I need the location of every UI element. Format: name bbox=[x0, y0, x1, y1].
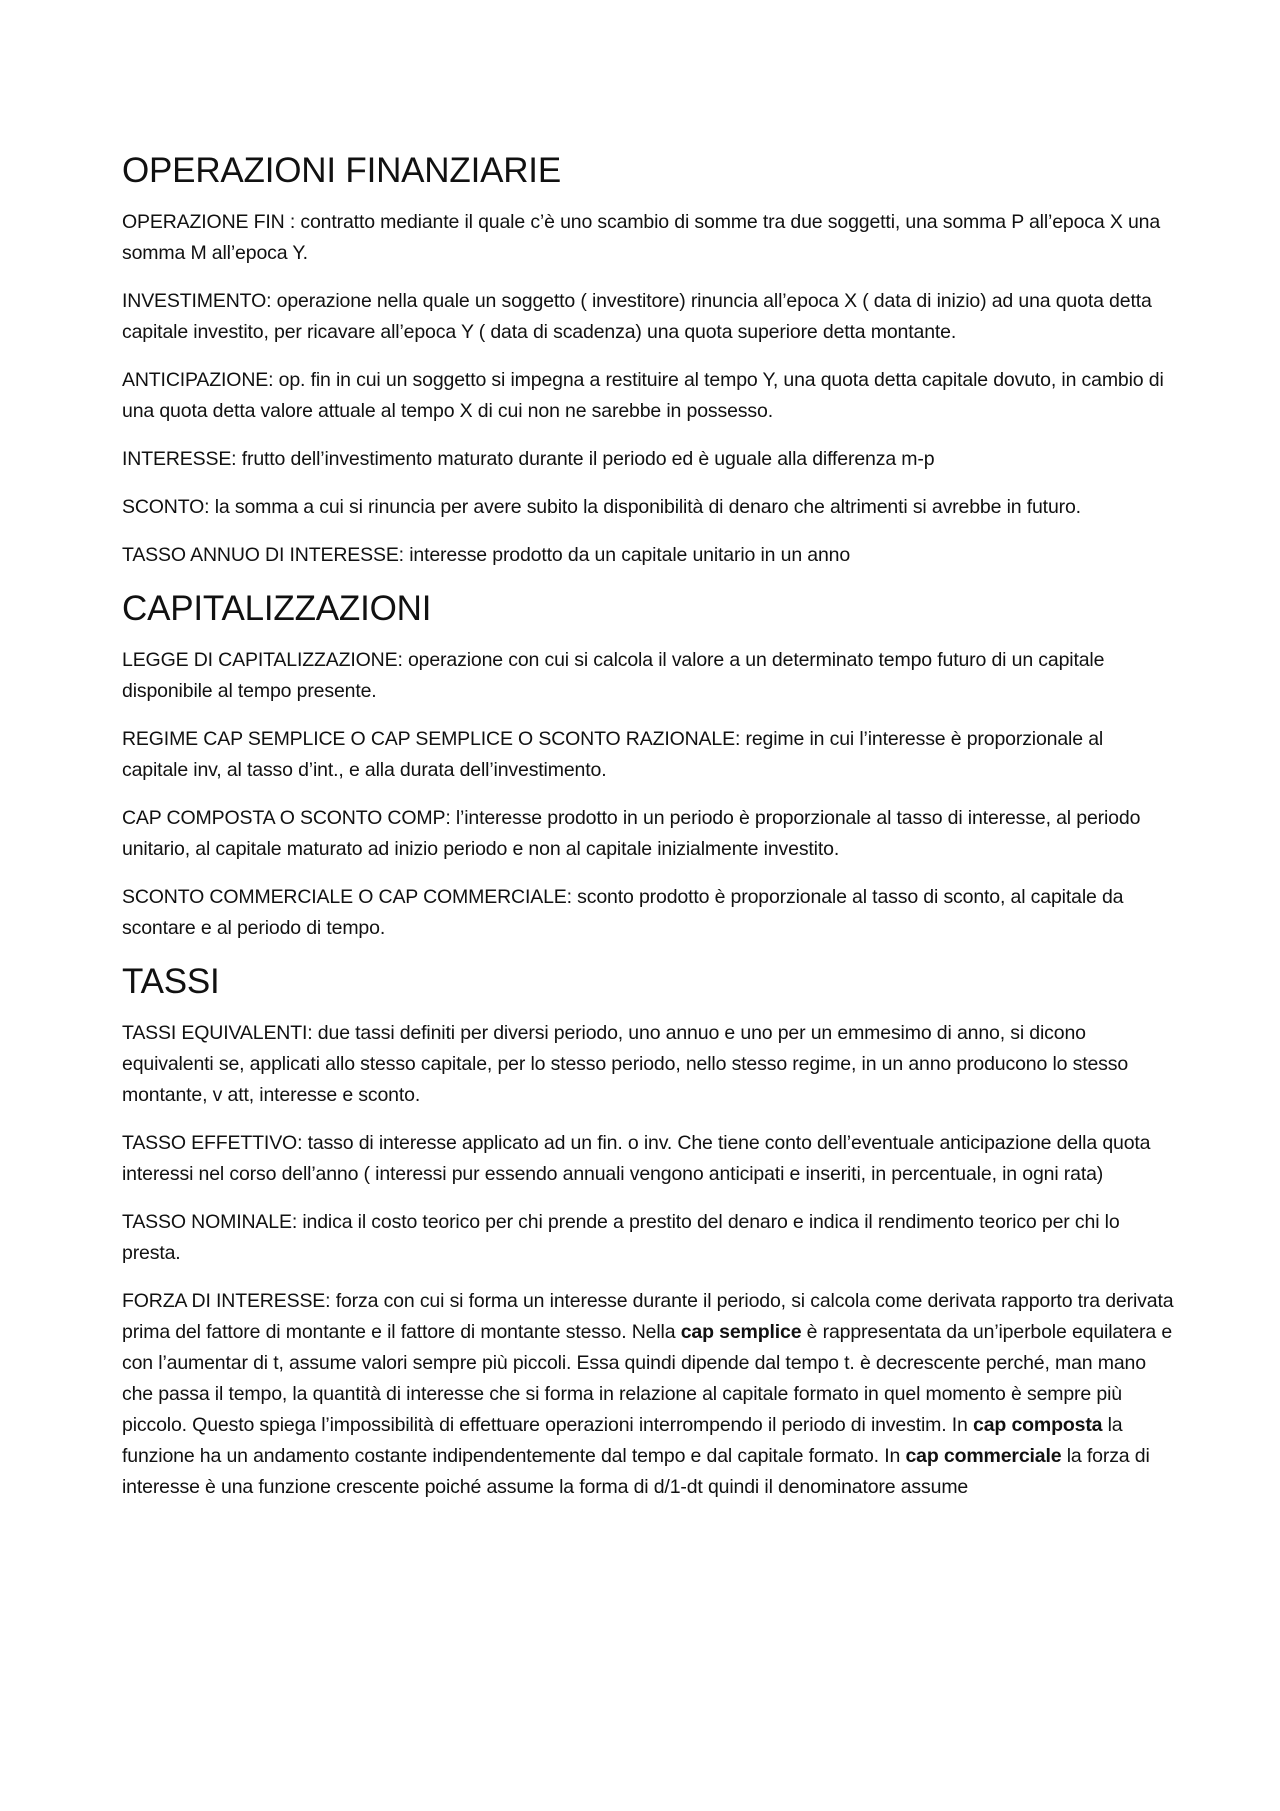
paragraph-sconto: SCONTO: la somma a cui si rinuncia per avere subito la disponibilità di denaro che altrimenti si avrebbe in futuro. bbox=[122, 496, 1081, 518]
section-heading: CAPITALIZZAZIONI bbox=[122, 589, 432, 628]
bold-cap-commerciale: cap commerciale bbox=[905, 1445, 1062, 1467]
paragraph-tasso-nominale: TASSO NOMINALE: indica il costo teorico per chi prende a prestito del denaro e indica il rendimento teorico per chi lo presta. bbox=[122, 1211, 1120, 1264]
paragraph-interesse: INTERESSE: frutto dell’investimento maturato durante il periodo ed è uguale alla differenza m-p bbox=[122, 448, 935, 470]
paragraph-investimento: INVESTIMENTO: operazione nella quale un soggetto ( investitore) rinuncia all’epoca X ( data di inizio) ad una quota detta capitale investito, per ricavare all’epoca Y ( data di scadenza) una quota superiore detta montante. bbox=[122, 290, 1152, 343]
bold-cap-semplice: cap semplice bbox=[680, 1321, 802, 1343]
paragraph-tasso-effettivo: TASSO EFFETTIVO: tasso di interesse applicato ad un fin. o inv. Che tiene conto dell’eventuale anticipazione della quota interessi nel corso dell’anno ( interessi pur essendo annuali vengono anticipati e inseriti, in percentuale, in ogni rata) bbox=[122, 1132, 1151, 1185]
paragraph-cap-composta: CAP COMPOSTA O SCONTO COMP: l’interesse prodotto in un periodo è proporzionale al tasso di interesse, al periodo unitario, al capitale maturato ad inizio periodo e non al capitale inizialmente investito. bbox=[122, 807, 1141, 860]
paragraph-tassi-equivalenti: TASSI EQUIVALENTI: due tassi definiti per diversi periodo, uno annuo e uno per un emmesimo di anno, si dicono equivalenti se, applicati allo stesso capitale, per lo stesso periodo, nello stesso regime, in un anno producono lo stesso montante, v att, interesse e sconto. bbox=[122, 1022, 1129, 1106]
paragraph-sconto-commerciale: SCONTO COMMERCIALE O CAP COMMERCIALE: sconto prodotto è proporzionale al tasso di sconto, al capitale da scontare e al periodo di tempo. bbox=[122, 886, 1124, 939]
forza-text-4: la forza di interesse è una funzione crescente poiché assume la forma di d/1-dt quindi il denominatore assume bbox=[122, 1445, 1150, 1498]
document-page bbox=[122, 150, 1174, 1520]
paragraph-regime-cap-semplice: REGIME CAP SEMPLICE O CAP SEMPLICE O SCONTO RAZIONALE: regime in cui l’interesse è proporzionale al capitale inv, al tasso d’int., e alla durata dell’investimento. bbox=[122, 728, 1104, 781]
paragraph-tasso-annuo: TASSO ANNUO DI INTERESSE: interesse prodotto da un capitale unitario in un anno bbox=[122, 544, 851, 566]
section-heading: TASSI bbox=[122, 962, 220, 1001]
section-operazioni-finanziarie bbox=[122, 150, 1174, 571]
paragraph-legge-capitalizzazione: LEGGE DI CAPITALIZZAZIONE: operazione con cui si calcola il valore a un determinato tempo futuro di un capitale disponibile al tempo presente. bbox=[122, 649, 1105, 702]
forza-text-3: la funzione ha un andamento costante indipendentemente dal tempo e dal capitale formato. In bbox=[122, 1414, 1123, 1467]
paragraph-operazione-fin: OPERAZIONE FIN : contratto mediante il quale c’è uno scambio di somme tra due soggetti, una somma P all’epoca X una somma M all’epoca Y. bbox=[122, 211, 1161, 264]
section-capitalizzazioni bbox=[122, 588, 1174, 944]
forza-text-1: FORZA DI INTERESSE: forza con cui si forma un interesse durante il periodo, si calcola come derivata rapporto tra derivata prima del fattore di montante e il fattore di montante stesso. Nella bbox=[122, 1290, 1174, 1343]
forza-text-2: è rappresentata da un’iperbole equilatera e con l’aumentar di t, assume valori sempre più piccoli. Essa quindi dipende dal tempo t. è decrescente perché, man mano che passa il tempo, la quantità di interesse che si forma in relazione al capitale formato in quel momento è sempre più piccolo. Questo spiega l’impossibilità di effettuare operazioni interrompendo il periodo di investim. In bbox=[122, 1321, 1173, 1436]
paragraph-forza-di-interesse bbox=[122, 1286, 1174, 1503]
bold-cap-composta: cap composta bbox=[973, 1414, 1103, 1436]
paragraph-anticipazione: ANTICIPAZIONE: op. fin in cui un soggetto si impegna a restituire al tempo Y, una quota detta capitale dovuto, in cambio di una quota detta valore attuale al tempo X di cui non ne sarebbe in possesso. bbox=[122, 369, 1164, 422]
section-tassi bbox=[122, 961, 1174, 1503]
section-heading: OPERAZIONI FINANZIARIE bbox=[122, 151, 561, 190]
